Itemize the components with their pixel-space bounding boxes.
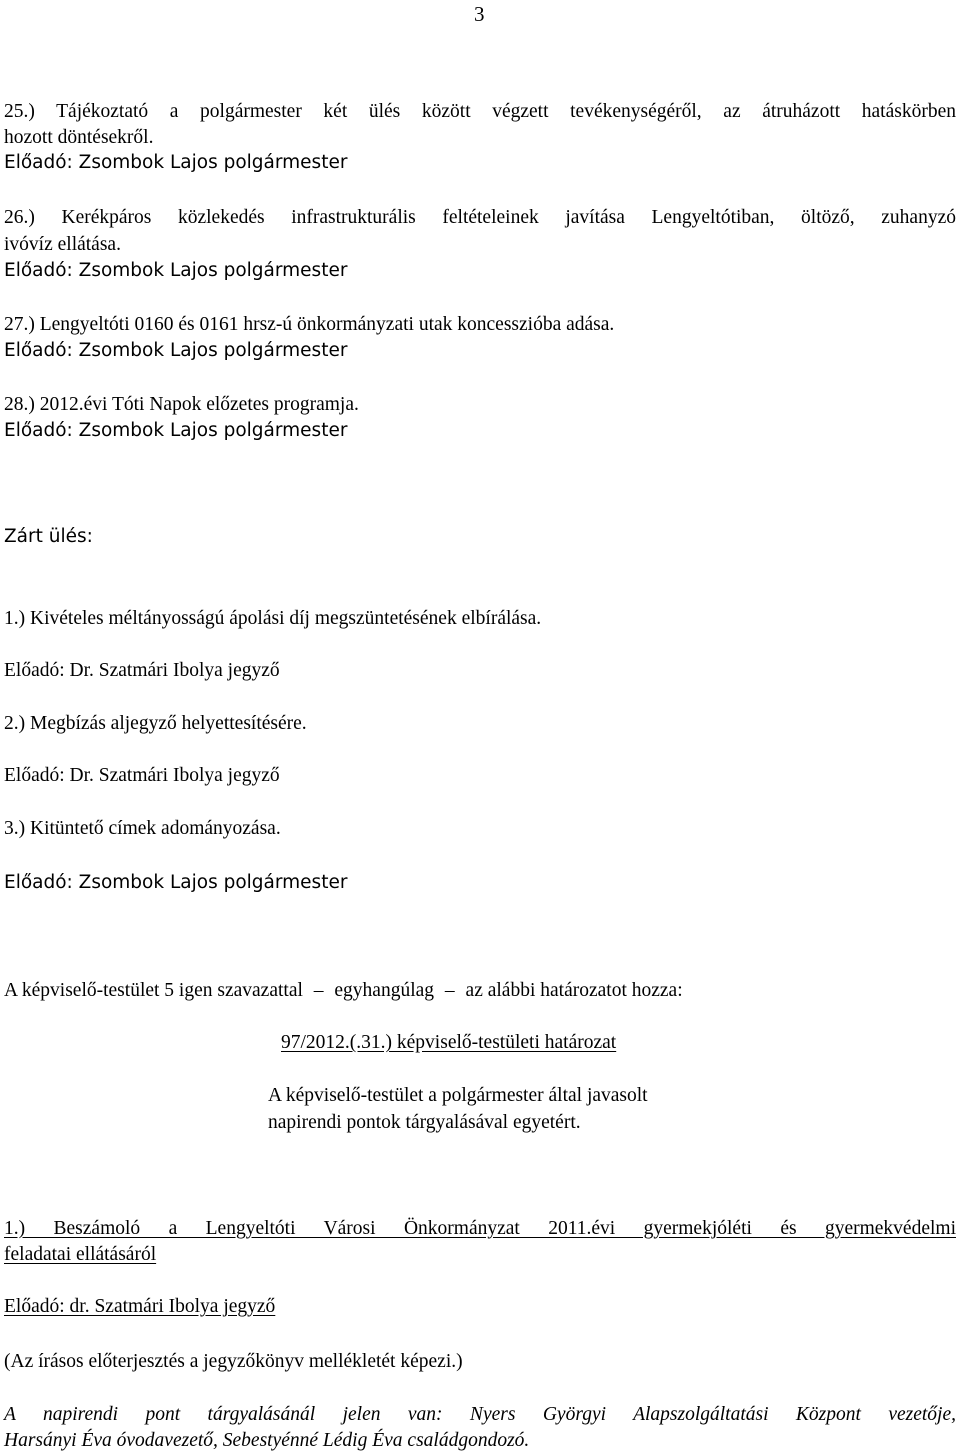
agenda-item-26-line1: 26.) Kerékpáros közlekedés infrastrukturális feltételeinek javítása Lengyeltótiban, öltöző, zuhanyzó xyxy=(4,207,956,228)
agenda-item-26-line2: ivóvíz ellátása. xyxy=(4,234,121,255)
agenda-item-28-presenter: Előadó: Zsombok Lajos polgármester xyxy=(4,420,348,441)
vote-unanimous: egyhangúlag xyxy=(334,980,435,1001)
vote-part1: A képviselő-testület 5 igen szavazattal xyxy=(4,980,303,1001)
agenda-item-25-line2: hozott döntésekről. xyxy=(4,127,154,148)
item1-present-line2: Harsányi Éva óvodavezető, Sebestyénné Lédig Éva családgondozó. xyxy=(4,1430,530,1451)
agenda-item-25-line1: 25.) Tájékoztató a polgármester két ülés között végzett tevékenységéről, az átruházott hatáskörben xyxy=(4,101,956,122)
vote-part3: az alábbi határozatot hozza: xyxy=(465,980,683,1001)
item1-present-line1: A napirendi pont tárgyalásánál jelen van: Nyers Györgyi Alapszolgáltatási Központ vezetője, xyxy=(4,1404,956,1425)
item1-note: (Az írásos előterjesztés a jegyzőkönyv mellékletét képezi.) xyxy=(4,1351,463,1372)
resolution-number: 97/2012.(.31.) képviselő-testületi határozat xyxy=(281,1032,617,1053)
agenda-item-25-presenter: Előadó: Zsombok Lajos polgármester xyxy=(4,152,348,173)
agenda-item-27-line1: 27.) Lengyeltóti 0160 és 0161 hrsz-ú önkormányzati utak koncesszióba adása. xyxy=(4,314,615,335)
vote-dash-1: – xyxy=(313,980,324,1001)
closed-item-2-title: 2.) Megbízás aljegyző helyettesítésére. xyxy=(4,713,307,734)
closed-session-title: Zárt ülés: xyxy=(4,526,93,547)
page-number: 3 xyxy=(474,2,485,26)
resolution-text-line2: napirendi pontok tárgyalásával egyetért. xyxy=(268,1112,581,1133)
resolution-text-line1: A képviselő-testület a polgármester által javasolt xyxy=(268,1085,648,1106)
vote-sentence xyxy=(4,981,683,1001)
agenda-item-28-line1: 28.) 2012.évi Tóti Napok előzetes programja. xyxy=(4,394,359,415)
agenda-item-27-presenter: Előadó: Zsombok Lajos polgármester xyxy=(4,340,348,361)
item1-title-line1: 1.) Beszámoló a Lengyeltóti Városi Önkormányzat 2011.évi gyermekjóléti és gyermekvédelmi xyxy=(4,1218,956,1239)
closed-item-3-title: 3.) Kitüntető címek adományozása. xyxy=(4,818,281,839)
agenda-item-26-presenter: Előadó: Zsombok Lajos polgármester xyxy=(4,260,348,281)
closed-item-1-title: 1.) Kivételes méltányosságú ápolási díj megszüntetésének elbírálása. xyxy=(4,608,542,629)
closed-item-2-presenter: Előadó: Dr. Szatmári Ibolya jegyző xyxy=(4,765,280,786)
item1-title-line2: feladatai ellátásáról xyxy=(4,1244,157,1265)
item1-presenter: Előadó: dr. Szatmári Ibolya jegyző xyxy=(4,1296,276,1317)
vote-dash-2: – xyxy=(444,980,455,1001)
closed-item-1-presenter: Előadó: Dr. Szatmári Ibolya jegyző xyxy=(4,660,280,681)
closed-item-3-presenter: Előadó: Zsombok Lajos polgármester xyxy=(4,872,348,893)
